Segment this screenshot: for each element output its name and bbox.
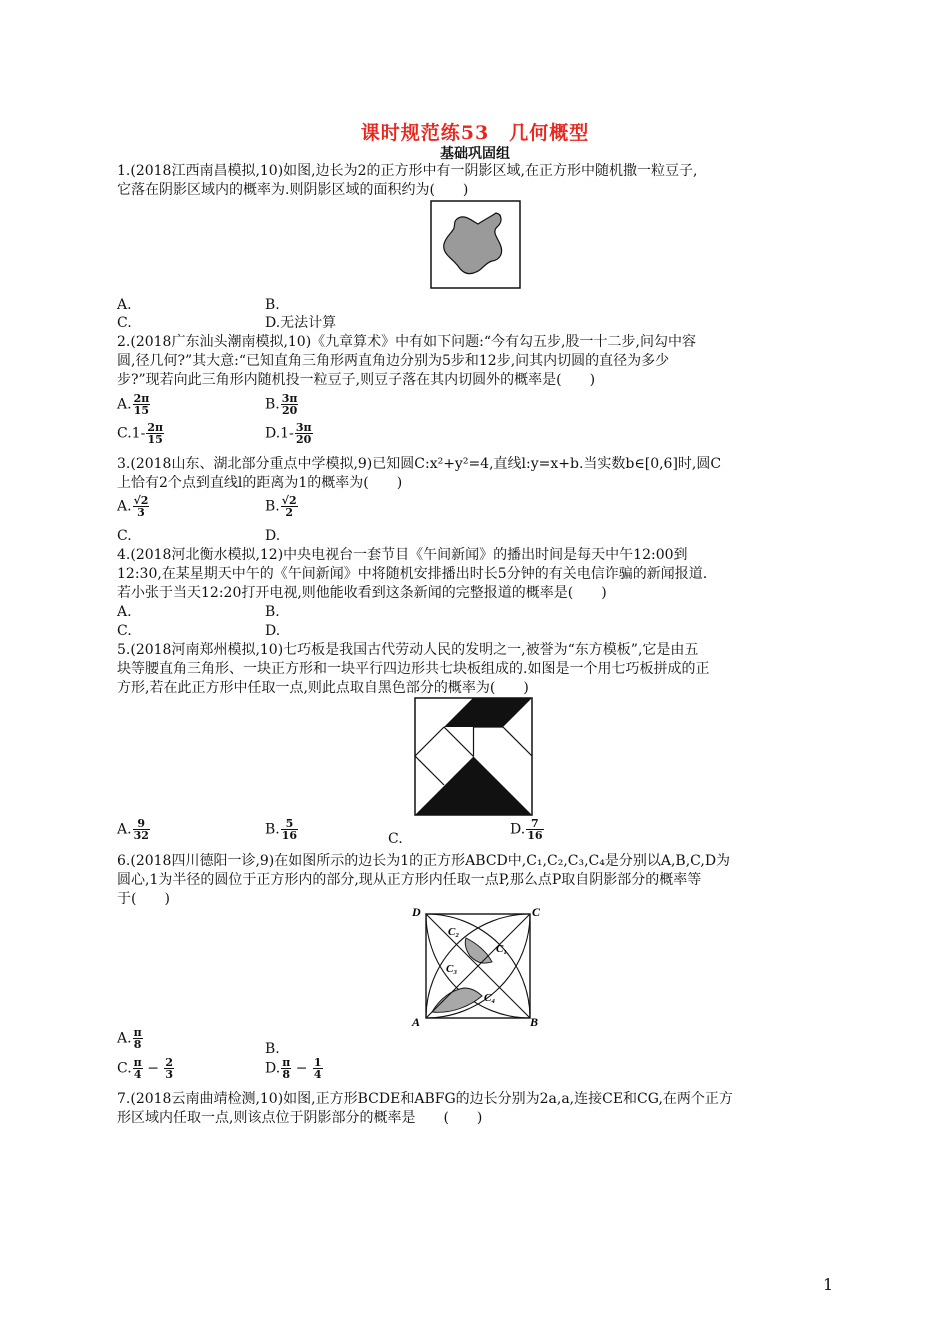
numerator: π <box>282 1056 291 1069</box>
section-subtitle: 基础巩固组 <box>440 146 510 162</box>
numerator: π <box>133 1026 142 1039</box>
q5-option-b-label: B. <box>265 821 280 838</box>
q6-label-b: B <box>530 1015 539 1026</box>
q4-line-2: 12:30,在某星期天中午的《午间新闻》中将随机安排播出时长5分钟的有关电信诈骗的新闻报道. <box>117 566 708 582</box>
numerator: √2 <box>281 494 297 507</box>
q5-figure-tangram <box>414 697 534 817</box>
numerator: 5 <box>285 817 294 830</box>
q2-line-2: 圆,径几何?”其大意:“已知直角三角形两直角边分别为5步和12步,问其内切圆的直径为多少 <box>117 353 670 369</box>
q2-option-a-label: A. <box>117 396 132 413</box>
q6-option-c-fraction-1 <box>133 1057 143 1080</box>
q6-label-a: A <box>412 1015 421 1026</box>
numerator: 7 <box>531 817 539 830</box>
minus-sign: − <box>147 1060 159 1077</box>
numerator: 2π <box>147 421 164 434</box>
q6-label-c3: C₃ <box>446 963 458 975</box>
q5-option-c: C. <box>388 831 403 847</box>
q4-option-c: C. <box>117 623 132 639</box>
q5-option-d-fraction <box>526 818 543 841</box>
q3-option-c: C. <box>117 528 132 544</box>
denominator: 16 <box>281 829 298 842</box>
q1-option-d: D.无法计算 <box>265 315 337 331</box>
numerator: 9 <box>137 817 146 830</box>
denominator: 20 <box>281 404 298 417</box>
q5-line-3: 方形,若在此正方形中任取一点,则此点取自黑色部分的概率为( ) <box>117 680 529 696</box>
numerator: 2 <box>165 1056 174 1069</box>
numerator: π <box>133 1056 142 1069</box>
q6-option-a-label: A. <box>117 1030 132 1047</box>
q3-line-1: 3.(2018山东、湖北部分重点中学模拟,9)已知圆C:x²+y²=4,直线l:y=x+b.当实数b∈[0,6]时,圆C <box>117 456 722 472</box>
q4-line-1: 4.(2018河北衡水模拟,12)中央电视台一套节目《午间新闻》的播出时间是每天中午12:00到 <box>117 547 688 563</box>
q3-option-b <box>265 495 298 518</box>
denominator: 3 <box>133 506 150 518</box>
q3-option-b-fraction <box>281 495 298 518</box>
q6-label-c: C <box>532 905 541 919</box>
denominator: 8 <box>282 1068 291 1081</box>
q2-option-b-fraction <box>281 393 299 416</box>
q5-option-d <box>510 818 544 841</box>
q3-option-a-label: A. <box>117 498 132 515</box>
q6-shaded-region-lower <box>432 988 482 1012</box>
q7-line-1: 7.(2018云南曲靖检测,10)如图,正方形BCDE和ABFG的边长分别为2a,a,连接CE和CG,在两个正方 <box>117 1091 733 1107</box>
q6-line-1: 6.(2018四川德阳一诊,9)在如图所示的边长为1的正方形ABCD中,C₁,C₂,C₃,C₄是分别以A,B,C,D为 <box>117 853 731 869</box>
q6-line-2: 圆心,1为半径的圆位于正方形内的部分,现从正方形内任取一点P,那么点P取自阴影部分的概率等 <box>117 872 702 888</box>
q1-option-b: B. <box>265 297 280 313</box>
denominator: 3 <box>165 1068 174 1081</box>
denominator: 4 <box>133 1068 142 1081</box>
page-title: 课时规范练53 几何概型 <box>360 122 590 144</box>
q6-option-a-fraction <box>133 1027 143 1050</box>
q5-option-b <box>265 818 298 841</box>
q3-option-a <box>117 495 149 518</box>
denominator: 8 <box>133 1038 142 1051</box>
q5-option-a <box>117 818 150 841</box>
numerator: 3π <box>281 392 298 405</box>
numerator: 1 <box>313 1056 322 1069</box>
q4-option-a: A. <box>117 604 132 620</box>
minus-sign: − <box>295 1060 308 1077</box>
q6-option-a <box>117 1027 143 1050</box>
numerator: 3π <box>295 421 312 434</box>
q6-figure-square-arcs <box>408 902 546 1026</box>
q6-option-c-fraction-2 <box>164 1057 174 1080</box>
q6-option-d-fraction-2 <box>313 1057 323 1080</box>
q6-option-d-label: D. <box>265 1060 281 1077</box>
q2-option-d-label: D.1- <box>265 425 294 442</box>
denominator: 15 <box>133 404 150 417</box>
q1-option-c: C. <box>117 315 132 331</box>
denominator: 32 <box>133 829 149 842</box>
q5-line-1: 5.(2018河南郑州模拟,10)七巧板是我国古代劳动人民的发明之一,被誉为“东方模板”,它是由五 <box>117 642 699 658</box>
q4-line-3: 若小张于当天12:20打开电视,则他能收看到这条新闻的完整报道的概率是( ) <box>117 585 607 601</box>
q2-line-3: 步?”现若向此三角形内随机投一粒豆子,则豆子落在其内切圆外的概率是( ) <box>117 372 596 388</box>
q3-line-2: 上恰有2个点到直线l的距离为1的概率为( ) <box>117 475 403 491</box>
q2-line-1: 2.(2018广东汕头潮南模拟,10)《九章算术》中有如下问题:“今有勾五步,股一十二步,问勾中容 <box>117 334 696 350</box>
q2-option-c-label: C.1- <box>117 425 146 442</box>
q5-option-b-fraction <box>281 818 298 841</box>
q6-option-d-fraction-1 <box>281 1057 291 1080</box>
q6-option-b: B. <box>265 1041 280 1057</box>
q3-option-a-fraction <box>133 495 150 518</box>
q6-shaded-region-upper <box>465 938 492 963</box>
q2-option-a-fraction <box>133 393 151 416</box>
q3-option-b-label: B. <box>265 498 280 515</box>
denominator: 15 <box>147 433 163 446</box>
q4-option-b: B. <box>265 604 280 620</box>
q2-option-b <box>265 393 298 416</box>
q5-option-a-label: A. <box>117 821 132 838</box>
q6-label-c1: C₁ <box>496 943 508 955</box>
q5-option-a-fraction <box>133 818 150 841</box>
q2-option-d <box>265 422 313 445</box>
page-number: 1 <box>823 1275 834 1294</box>
q7-line-2: 形区域内任取一点,则该点位于阴影部分的概率是 ( ) <box>117 1110 483 1126</box>
denominator: 4 <box>313 1068 322 1081</box>
q1-line-1: 1.(2018江西南昌模拟,10)如图,边长为2的正方形中有一阴影区域,在正方形中随机撒一粒豆子, <box>117 163 698 179</box>
q2-option-b-label: B. <box>265 396 280 413</box>
denominator: 16 <box>527 829 543 842</box>
q1-line-2: 它落在阴影区域内的概率为.则阴影区域的面积约为( ) <box>117 182 469 198</box>
q6-line-3: 于( ) <box>117 891 170 907</box>
q3-option-d: D. <box>265 528 281 544</box>
q2-option-d-fraction <box>295 422 313 445</box>
q1-figure-blob-square <box>430 200 522 290</box>
q6-label-d: D <box>412 905 421 919</box>
q2-option-c-fraction <box>146 422 164 445</box>
q5-line-2: 块等腰直角三角形、一块正方形和一块平行四边形共七块板组成的.如图是一个用七巧板拼成的正 <box>117 661 710 677</box>
q5-option-d-label: D. <box>510 821 526 838</box>
q6-label-c2: C₂ <box>448 926 460 938</box>
q6-option-c-label: C. <box>117 1060 132 1077</box>
q1-option-a: A. <box>117 297 132 313</box>
q2-option-c <box>117 422 164 445</box>
q6-option-c <box>117 1057 174 1080</box>
denominator: 20 <box>296 433 312 446</box>
q6-label-c4: C₄ <box>484 992 496 1004</box>
numerator: √2 <box>133 494 149 507</box>
q6-option-d <box>265 1057 323 1080</box>
q4-option-d: D. <box>265 623 281 639</box>
q2-option-a <box>117 393 150 416</box>
denominator: 2 <box>281 506 298 518</box>
numerator: 2π <box>133 392 150 405</box>
